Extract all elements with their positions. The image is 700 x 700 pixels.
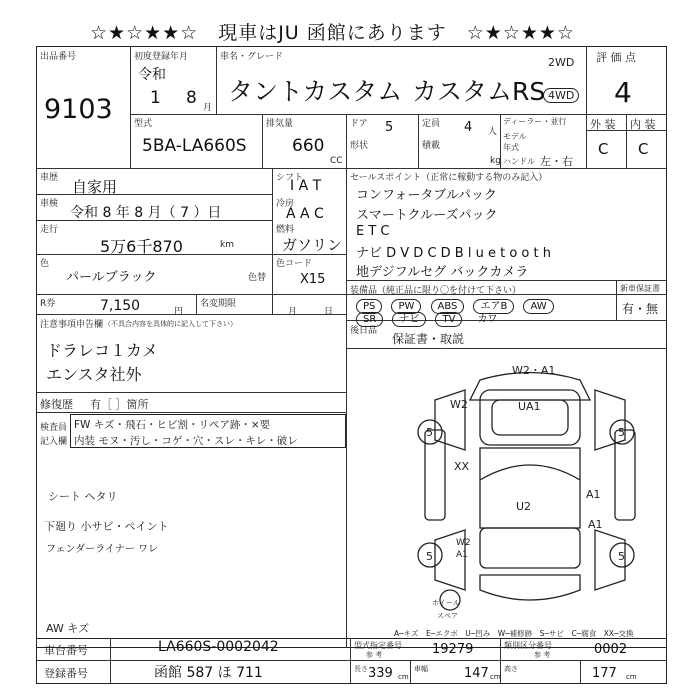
color: パールブラック xyxy=(66,270,157,285)
handle: 左・右 xyxy=(540,155,573,168)
score: 4 xyxy=(614,76,632,109)
equip-item: SR xyxy=(356,312,383,327)
diagram-mark: A1 xyxy=(456,550,468,560)
handle-label: ハンドル xyxy=(503,157,535,166)
equip-item: TV xyxy=(435,312,462,327)
equip-item: カワ xyxy=(477,314,498,325)
exterior-grade: C xyxy=(598,140,609,158)
diagram-mark: W2・A1 xyxy=(512,364,556,377)
note-line: エンスタ社外 xyxy=(46,365,142,384)
chassis-label: 車台番号 xyxy=(44,644,88,657)
equip-item: AW xyxy=(523,299,553,314)
displacement: 660 xyxy=(292,136,325,156)
selling-label: セールスポイント（正常に稼動する物のみ記入） xyxy=(350,173,548,183)
cm-unit: cm xyxy=(490,673,501,681)
damage-diagram xyxy=(400,360,660,620)
diagram-mark: 5 xyxy=(426,550,433,563)
check-label: 検査員 xyxy=(40,423,68,433)
fw-row: FW キズ・飛石・ヒビ割・リペア跡・×要 xyxy=(74,419,271,431)
first-reg-label: 初度登録年月 xyxy=(134,52,189,62)
note-line: ドラレコ１カメ xyxy=(46,341,159,360)
handwritten-note: シート ヘタリ xyxy=(48,490,118,503)
fuel: ガソリン xyxy=(282,236,343,254)
back-items: 保証書・取説 xyxy=(392,332,465,346)
repair: 有［ ］箇所 xyxy=(90,398,149,411)
person-unit: 人 xyxy=(488,127,498,137)
diagram-mark: XX xyxy=(454,460,470,473)
lot-number: 9103 xyxy=(44,94,113,125)
capacity-label: 定員 xyxy=(422,119,441,129)
diagram-mark: W2 xyxy=(456,538,471,548)
name-change-label: 名変期限 xyxy=(200,299,237,309)
doors: 5 xyxy=(385,120,394,135)
model-designation-label: 型式指定番号 xyxy=(354,641,402,650)
recycle-label: R券 xyxy=(40,299,56,309)
model-label: 型式 xyxy=(134,119,153,129)
selling-point: スマートクルーズパック xyxy=(356,208,498,223)
model-designation: 19279 xyxy=(432,642,474,657)
car-name-label: 車名・グレード xyxy=(220,52,284,62)
history-label: 車歴 xyxy=(40,173,59,183)
diagram-mark: 5 xyxy=(618,426,625,439)
cm-unit: cm xyxy=(398,673,409,681)
equip-label: 装備品（純正品に限り〇を付けて下さい） xyxy=(350,286,522,296)
history: 自家用 xyxy=(72,178,118,196)
color-label: 色 xyxy=(40,259,50,269)
drive-2wd: 2WD xyxy=(548,56,575,69)
model-code: 5BA-LA660S xyxy=(142,136,247,156)
back-label: 後日品 xyxy=(350,326,378,336)
equip-item: エアB xyxy=(473,299,514,314)
color-change-label: 色替 xyxy=(248,273,267,283)
equip-item: ABS xyxy=(431,299,465,314)
repair-label: 修復歴 xyxy=(40,398,73,411)
selling-point: E T C xyxy=(356,224,390,239)
lot-label: 出品番号 xyxy=(40,52,77,62)
shape-label: 形状 xyxy=(350,141,369,151)
interior-label: 内 装 xyxy=(630,118,656,131)
check-sub: 記入欄 xyxy=(40,437,68,447)
shift: I A T xyxy=(290,178,322,194)
first-reg-era: 令和 xyxy=(138,67,166,83)
displacement-label: 排気量 xyxy=(266,119,294,129)
diagram-mark: UA1 xyxy=(518,400,541,413)
spare-label: スペア xyxy=(437,612,458,620)
plate: 函館 587 ほ 711 xyxy=(154,665,263,681)
interior-row: 内装 モヌ・汚し・コゲ・穴・スレ・キレ・破レ xyxy=(74,435,298,447)
diagram-mark: 5 xyxy=(618,550,625,563)
height: 177 xyxy=(592,666,617,681)
recycle-fee: 7,150 xyxy=(100,298,141,314)
first-reg-month: 8 xyxy=(186,88,197,108)
chassis: LA660S-0002042 xyxy=(158,639,279,655)
aircon: A A C xyxy=(286,206,324,222)
color-code-label: 色コード xyxy=(276,259,313,269)
diagram-mark: A1 xyxy=(588,518,603,531)
equipment-row-2 xyxy=(356,307,508,327)
ref-label: 参 考 xyxy=(366,651,383,659)
category-label: 類別区分番号 xyxy=(504,641,552,650)
score-label: 評 価 点 xyxy=(596,51,636,64)
first-reg-year: 1 xyxy=(150,88,161,108)
kg-unit: kg xyxy=(490,156,501,166)
mileage: 5万6千870 xyxy=(100,237,183,256)
fuel-label: 燃料 xyxy=(276,225,295,235)
diagram-mark: A1 xyxy=(586,488,601,501)
dealer-label: ディーラー・並行 xyxy=(503,117,567,126)
model-year-label: モデル年式 xyxy=(503,132,527,152)
capacity: 4 xyxy=(464,120,473,135)
equip-item: ナビ xyxy=(392,312,426,327)
handwritten-note: フェンダーライナー ワレ xyxy=(46,544,158,555)
inspection: 令和 8 年 8 月（ 7 ）日 xyxy=(70,205,222,221)
car-name: タントカスタム xyxy=(228,77,403,106)
exterior-label: 外 装 xyxy=(590,118,616,131)
height-label: 高さ xyxy=(504,665,518,673)
inspection-label: 車検 xyxy=(40,199,59,209)
mileage-label: 走行 xyxy=(40,225,59,235)
equip-item: PW xyxy=(391,299,421,314)
month-unit: 月 xyxy=(203,103,213,113)
length: 339 xyxy=(368,666,393,681)
selling-point: ナビ D V D C D B l u e t o o t h xyxy=(356,246,551,261)
length-label: 長さ xyxy=(354,665,368,673)
notes-sub: （不具合内容を具体的に記入して下さい） xyxy=(104,320,237,328)
notes-label: 注意事項申告欄 xyxy=(40,320,104,330)
damage-legend: A─キズ E─エクボ U─凹み W─補修跡 S─サビ C─腐食 XX─交換 xyxy=(394,629,634,638)
cm-unit: cm xyxy=(626,673,637,681)
selling-point: 地デジフルセグ バックカメラ xyxy=(356,265,529,280)
km-unit: km xyxy=(220,240,234,250)
door-label: ドア xyxy=(350,119,368,129)
aircon-label: 冷房 xyxy=(276,199,295,209)
handwritten-note: AW キズ xyxy=(46,622,90,635)
equip-item: PS xyxy=(356,299,382,314)
month-day: 月 日 xyxy=(288,307,334,317)
bottom-frame xyxy=(36,638,667,684)
warranty-label: 新車保証書 xyxy=(620,284,660,293)
load-label: 積載 xyxy=(422,141,441,151)
diagram-mark: U2 xyxy=(516,500,532,513)
ref-label: 参 考 xyxy=(534,651,551,659)
color-code: X15 xyxy=(300,272,326,287)
diagram-mark: W2 xyxy=(450,398,468,411)
interior-grade: C xyxy=(638,140,649,158)
selling-point: コンフォータブルパック xyxy=(356,188,497,203)
width-label: 車幅 xyxy=(414,665,428,673)
width: 147 xyxy=(464,666,489,681)
drive-4wd: 4WD xyxy=(543,88,579,103)
shift-label: シフト xyxy=(276,173,304,183)
cc-unit: CC xyxy=(330,156,343,166)
warranty: 有・無 xyxy=(622,302,659,316)
yen-unit: 円 xyxy=(174,307,184,317)
banner: ☆★☆★★☆ 現車はJU 函館にあります ☆★☆★★☆ xyxy=(90,22,575,44)
grade: カスタムRS xyxy=(412,77,546,106)
diagram-mark: 5 xyxy=(426,426,433,439)
spare-text: ホイール xyxy=(432,599,460,607)
category: 0002 xyxy=(594,642,628,657)
plate-label: 登録番号 xyxy=(44,667,88,680)
handwritten-note: 下廻り 小サビ・ペイント xyxy=(44,520,169,533)
